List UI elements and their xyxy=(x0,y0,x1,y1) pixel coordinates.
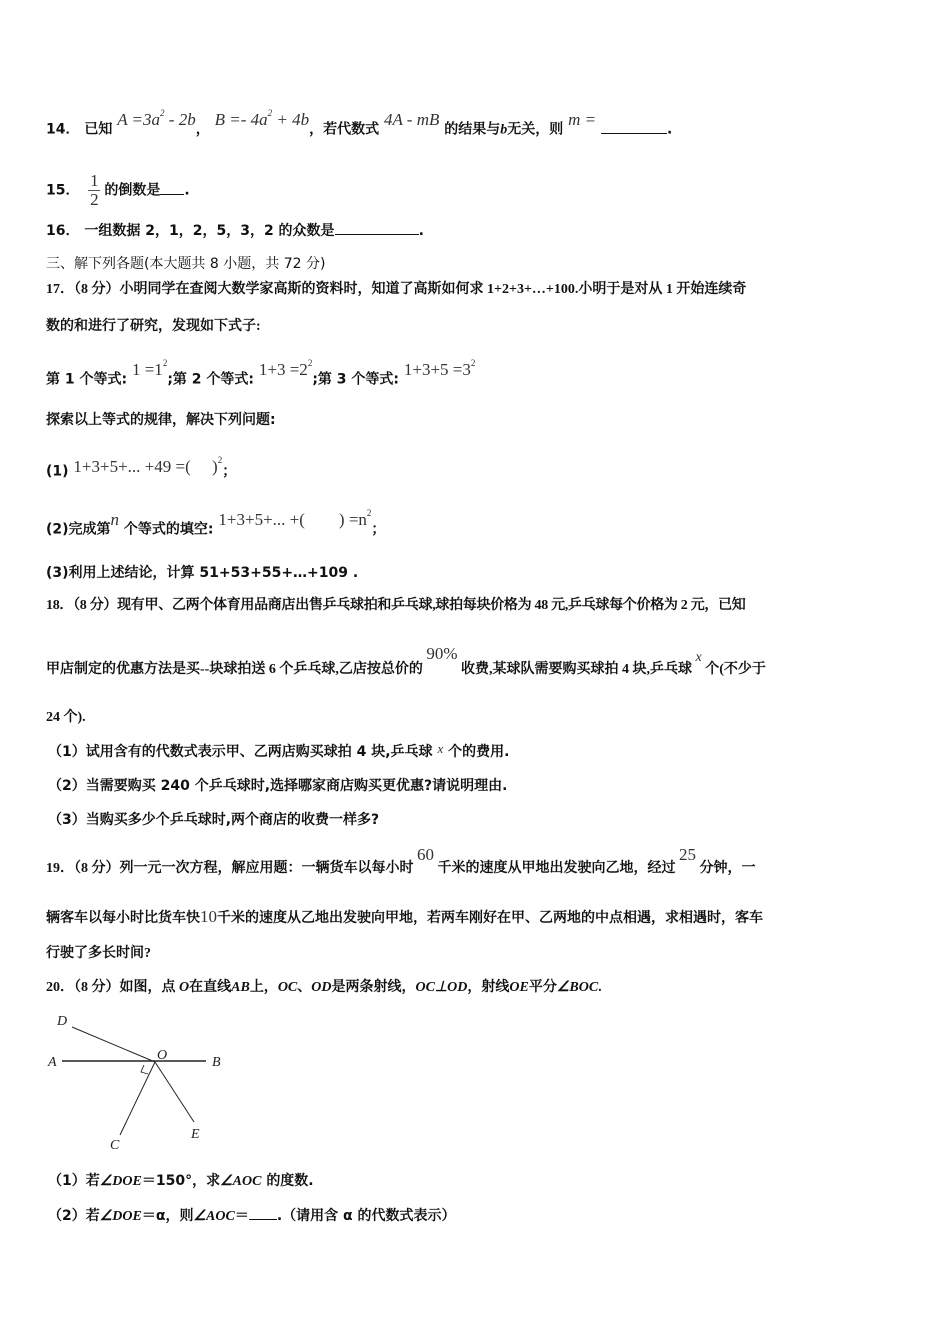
question-18-line3 xyxy=(46,708,86,728)
text: 20．（8 分）如图，点 xyxy=(46,980,176,995)
angle-AOC: ∠AOC xyxy=(220,1174,262,1189)
question-17-line2 xyxy=(46,317,261,337)
ray-OE: OE xyxy=(509,980,529,995)
text: 无关，则 xyxy=(507,121,564,138)
answer-blank[interactable] xyxy=(601,119,667,134)
text: 的结果与 xyxy=(444,121,501,138)
angle-DOE: ∠DOE xyxy=(99,1174,142,1189)
text: 19．（8 分）列一元一次方程，解应用题：一辆货车以每小时 xyxy=(46,861,414,876)
question-number: 15． xyxy=(46,182,80,199)
question-18-sub1 xyxy=(48,742,509,762)
percent-90: 90% xyxy=(426,644,458,663)
label-E: E xyxy=(191,1127,200,1142)
text: （2）当需要购买 240 个乒乓球时,选择哪家商店购买更优惠?请说明理由. xyxy=(48,778,508,794)
label: (1) xyxy=(46,463,69,480)
part1-expression: 1+3+5+... +49 =( )$^2$ xyxy=(73,455,223,476)
question-number: 14． xyxy=(46,121,80,138)
text: （3）当购买多少个乒乓球时,两个商店的收费一样多? xyxy=(48,812,380,828)
text: ，射线 xyxy=(467,980,510,995)
var-x: x xyxy=(437,741,444,756)
var-x: x xyxy=(695,650,702,665)
question-17-part1 xyxy=(46,456,236,482)
text: 平分 xyxy=(528,980,557,995)
question-20-line1 xyxy=(46,978,602,998)
diff-10: 10 xyxy=(200,907,217,926)
answer-blank[interactable] xyxy=(249,1205,277,1220)
text: 17．（8 分）小明同学在查阅大数学家高斯的资料时，知道了高斯如何求 1+2+3+…+100.小明于是对从 1 开始连续奇 xyxy=(46,282,747,297)
ray-OE xyxy=(155,1062,194,1122)
label: ;第 2 个等式: xyxy=(167,371,254,388)
text: 辆客车以每小时比货车快 xyxy=(46,911,200,926)
geometry-figure xyxy=(40,1005,240,1155)
label-C: C xyxy=(110,1138,120,1153)
angle-AOC: ∠AOC xyxy=(193,1209,235,1224)
text: ， xyxy=(195,121,210,138)
text: （1）试用含有的代数式表示甲、乙两店购买球拍 4 块,乒乓球 xyxy=(48,744,433,760)
question-17-part3 xyxy=(46,563,358,583)
text: 在直线 xyxy=(189,980,232,995)
question-18-sub3 xyxy=(48,810,379,830)
m-equals: m = xyxy=(568,109,597,129)
text: ； xyxy=(371,521,386,538)
point-O: O xyxy=(179,980,190,995)
text: 收费,某球队需要购买球拍 4 块,乒乓球 xyxy=(461,662,692,677)
minutes-25: 25 xyxy=(679,845,696,864)
right-angle-mark xyxy=(141,1065,148,1074)
text: 一组数据 2，1，2，5，3，2 的众数是 xyxy=(84,223,335,239)
text: 的度数. xyxy=(266,1173,314,1189)
text: 数的和进行了研究，发现如下式子: xyxy=(46,319,261,334)
question-number: 16． xyxy=(46,223,80,239)
expr-A: $A =3a^2 - 2b$ xyxy=(117,108,196,129)
text: ＝ xyxy=(234,1208,249,1224)
fraction-one-half: $\frac{1}{2}$ xyxy=(90,171,99,209)
text: 上， xyxy=(249,980,278,995)
angle-BOC: ∠BOC xyxy=(556,980,599,995)
perpendicular: OC⊥OD xyxy=(415,980,468,995)
text: 个(不少于 xyxy=(705,662,766,677)
question-14 xyxy=(46,108,673,141)
part2-expression: 1+3+5+... +( ) $=n^2$ xyxy=(218,508,372,529)
equation-3: $1+3+5 =3^2$ xyxy=(403,358,476,379)
ray-OD: OD xyxy=(311,980,332,995)
label-O: O xyxy=(157,1048,168,1063)
question-15 xyxy=(46,172,190,209)
question-17-part2 xyxy=(46,508,386,540)
text: 已知 xyxy=(84,121,113,138)
question-18-line1 xyxy=(46,596,746,616)
section-title xyxy=(46,254,325,274)
question-17-equations xyxy=(46,358,476,390)
line-AB: AB xyxy=(231,980,250,995)
label: (2)完成第 xyxy=(46,521,111,538)
text: 千米的速度从乙地出发驶向甲地，若两车刚好在甲、乙两地的中点相遇，求相遇时，客车 xyxy=(217,911,763,926)
section-heading: 三、解下列各题(本大题共 8 小题，共 72 分) xyxy=(46,256,326,272)
equation-1: $1 =1^2$ xyxy=(131,358,168,379)
text: ，若代数式 xyxy=(309,121,380,138)
text: 千米的速度从甲地出发驶向乙地，经过 xyxy=(437,861,676,876)
ray-OC xyxy=(120,1062,155,1135)
text: (3)利用上述结论，计算 51+53+55+…+109 . xyxy=(46,565,359,581)
text: 甲店制定的优惠方法是买--块球拍送 6 个乒乓球,乙店按总价的 xyxy=(46,662,423,677)
text: 行驶了多长时间? xyxy=(46,946,151,961)
text: （1）若 xyxy=(48,1173,100,1189)
question-19-line1 xyxy=(46,845,756,879)
text: . xyxy=(184,182,190,199)
text: 18．（8 分）现有甲、乙两个体育用品商店出售乒乓球拍和乒乓球,球拍每块价格为 48 元,乒乓球每个价格为 2 元，已知 xyxy=(46,598,746,613)
question-16 xyxy=(46,220,424,241)
equation-2: $1+3 =2^2$ xyxy=(258,358,313,379)
question-19-line2 xyxy=(46,907,763,929)
question-20-sub2 xyxy=(48,1205,456,1227)
question-17-explore xyxy=(46,410,276,430)
text: 个的费用. xyxy=(448,744,510,760)
label-A: A xyxy=(48,1055,57,1070)
text: . xyxy=(598,980,602,995)
question-17-line1 xyxy=(46,280,746,300)
label: ;第 3 个等式: xyxy=(312,371,399,388)
text: ＝150°，求 xyxy=(141,1173,221,1189)
label: 第 1 个等式: xyxy=(46,371,128,388)
question-18-line2 xyxy=(46,644,766,680)
text: 24 个). xyxy=(46,710,86,725)
text: 个等式的填空: xyxy=(123,521,214,538)
text: ； xyxy=(222,463,237,480)
text: （2）若 xyxy=(48,1208,100,1224)
label-D: D xyxy=(57,1014,68,1029)
text: 的倒数是 xyxy=(104,182,161,199)
text: 探索以上等式的规律，解决下列问题: xyxy=(46,412,276,428)
question-19-line3 xyxy=(46,944,151,964)
ray-OD xyxy=(72,1027,155,1062)
var-n: n xyxy=(110,509,120,529)
expr-B: $B =- 4a^2 + 4b$ xyxy=(214,108,310,129)
answer-blank[interactable] xyxy=(160,180,184,195)
text: 分钟，一 xyxy=(699,861,756,876)
answer-blank[interactable] xyxy=(335,220,419,235)
question-18-sub2 xyxy=(48,776,507,796)
var-b: b xyxy=(500,122,508,138)
text: . xyxy=(667,121,673,138)
text: 是两条射线， xyxy=(331,980,416,995)
text: ＝α，则 xyxy=(141,1208,194,1224)
text: .（请用含 α 的代数式表示） xyxy=(276,1208,456,1224)
ray-OC: OC xyxy=(277,980,298,995)
text: 、 xyxy=(297,980,312,995)
question-20-sub1 xyxy=(48,1171,314,1192)
label-B: B xyxy=(212,1055,221,1070)
expr-4A-mB: 4A - mB xyxy=(383,109,440,129)
text: . xyxy=(418,223,424,239)
speed-60: 60 xyxy=(417,845,434,864)
angle-DOE: ∠DOE xyxy=(99,1209,142,1224)
